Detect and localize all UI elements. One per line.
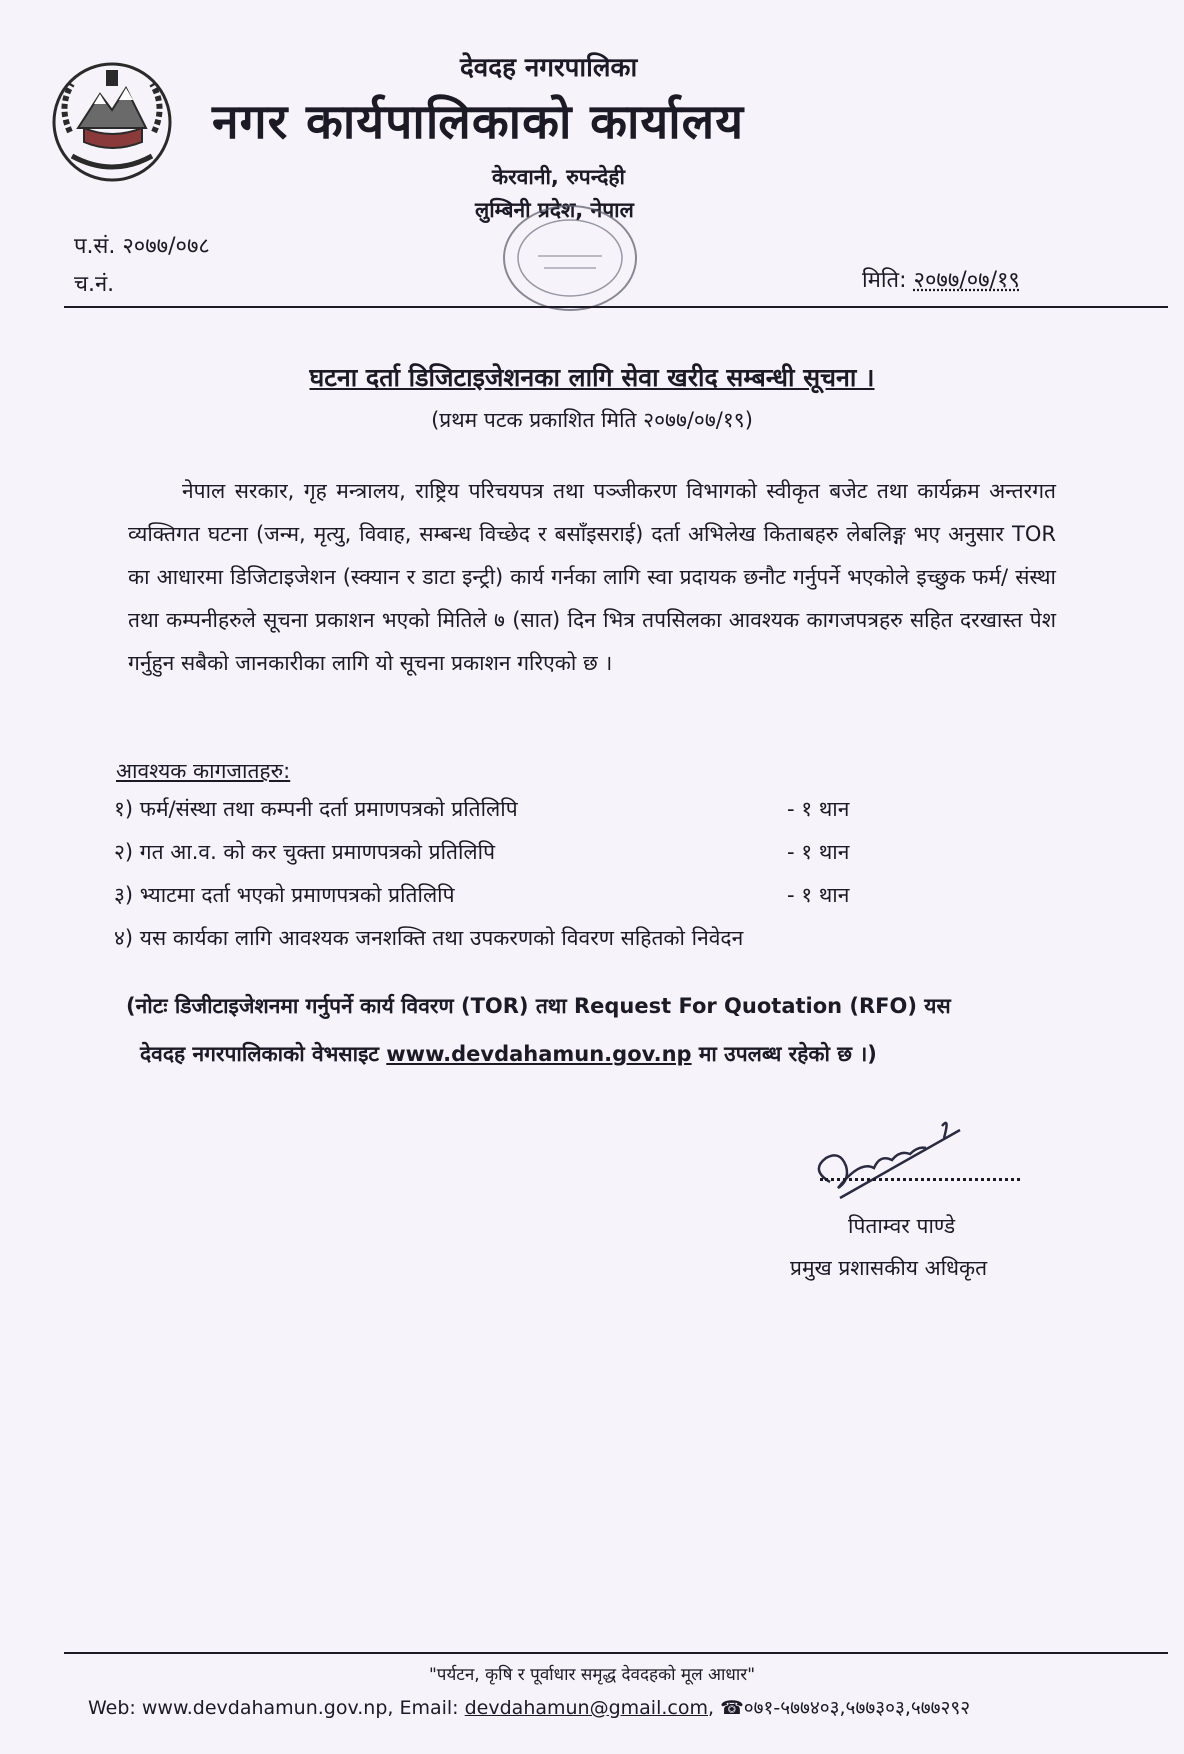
- signature-line: [820, 1178, 1020, 1181]
- footer-contact: [88, 1694, 970, 1720]
- website-link[interactable]: www.devdahamun.gov.np: [386, 1042, 692, 1066]
- document-copies-1: - १ थान: [787, 797, 850, 821]
- document-item-3: ३) भ्याटमा दर्ता भएको प्रमाणपत्रको प्रतिलिपि: [114, 883, 455, 907]
- header-divider: [64, 306, 1168, 308]
- note-line-1: (नोटः डिजीटाइजेशनमा गर्नुपर्ने कार्य विवरण (TOR) तथा Request For Quotation (RFO) यस: [126, 994, 951, 1018]
- note-line-2: [126, 1030, 1086, 1078]
- notice-title: [0, 360, 1184, 394]
- notice-subtitle: (प्रथम पटक प्रकाशित मिति २०७७/०७/१९): [431, 408, 753, 432]
- address-line-1: केरवानी, रुपन्देही: [492, 165, 625, 189]
- office-name: नगर कार्यपालिकाको कार्यालय: [212, 94, 745, 150]
- nepal-emblem-logo: [48, 58, 176, 186]
- document-copies-2: - १ थान: [787, 840, 850, 864]
- signer-name: पिताम्वर पाण्डे: [848, 1214, 956, 1238]
- note-suffix: मा उपलब्ध रहेको छ ।): [691, 1042, 877, 1066]
- dispatch-number: च.नं.: [74, 272, 115, 297]
- notice-body: नेपाल सरकार, गृह मन्त्रालय, राष्ट्रिय परिचयपत्र तथा पञ्जीकरण विभागको स्वीकृत बजेट तथा कार्यक्रम अन्तरगत व्यक्तिगत घटना (जन्म, मृत्यु, विवाह, सम्बन्ध विच्छेद र बसाँइसराई) दर्ता अभिलेख किताबहरु लेबलिङ्ग भए अनुसार TOR का आधारमा डिजिटाइजेशन (स्क्यान र डाटा इन्ट्री) कार्य गर्नका लागि स्वा प्रदायक छनौट गर्नुपर्ने भएकोले इच्छुक फर्म/ संस्था तथा कम्पनीहरुले सूचना प्रकाशन भएको मितिले ७ (सात) दिन भित्र तपसिलका आवश्यक कागजपत्रहरु सहित दरखास्त पेश गर्नुहुन सबैको जानकारीका लागि यो सूचना प्रकाशन गरिएको छ ।: [128, 479, 1056, 675]
- note-prefix: देवदह नगरपालिकाको वेभसाइट: [140, 1042, 387, 1066]
- footer-web: Web: www.devdahamun.gov.np, Email:: [88, 1697, 465, 1719]
- document-item-2: २) गत आ.व. को कर चुक्ता प्रमाणपत्रको प्रतिलिपि: [114, 840, 496, 864]
- reference-number: प.सं. २०७७/०७८: [74, 234, 210, 259]
- document-copies-3: - १ थान: [787, 883, 850, 907]
- address-line-2: लुम्बिनी प्रदेश, नेपाल: [475, 198, 634, 222]
- document-item-4: ४) यस कार्यका लागि आवश्यक जनशक्ति तथा उपकरणको विवरण सहितको निवेदन: [114, 926, 744, 950]
- notice-title-text: घटना दर्ता डिजिटाइजेशनका लागि सेवा खरीद सम्बन्धी सूचना ।: [309, 363, 875, 392]
- footer-email-link[interactable]: devdahamun@gmail.com: [464, 1697, 708, 1719]
- date-value: २०७७/०७/१९: [913, 268, 1020, 293]
- municipality-name: देवदह नगरपालिका: [460, 53, 638, 83]
- date: [862, 264, 1020, 294]
- documents-heading: आवश्यक कागजातहरु:: [116, 759, 291, 783]
- document-item-1: १) फर्म/संस्था तथा कम्पनी दर्ता प्रमाणपत्रको प्रतिलिपि: [114, 797, 518, 821]
- footer-divider: [64, 1652, 1168, 1654]
- footer-tagline: "पर्यटन, कृषि र पूर्वाधार समृद्ध देवदहको मूल आधार": [428, 1665, 756, 1685]
- date-label: मिति:: [862, 268, 907, 293]
- signer-title: प्रमुख प्रशासकीय अधिकृत: [790, 1256, 988, 1280]
- note: [126, 982, 1086, 1078]
- footer-phone: , ☎०७१-५७७४०३,५७७३०३,५७७२९२: [708, 1697, 971, 1719]
- office-stamp: [490, 196, 650, 320]
- signature: [800, 1110, 970, 1220]
